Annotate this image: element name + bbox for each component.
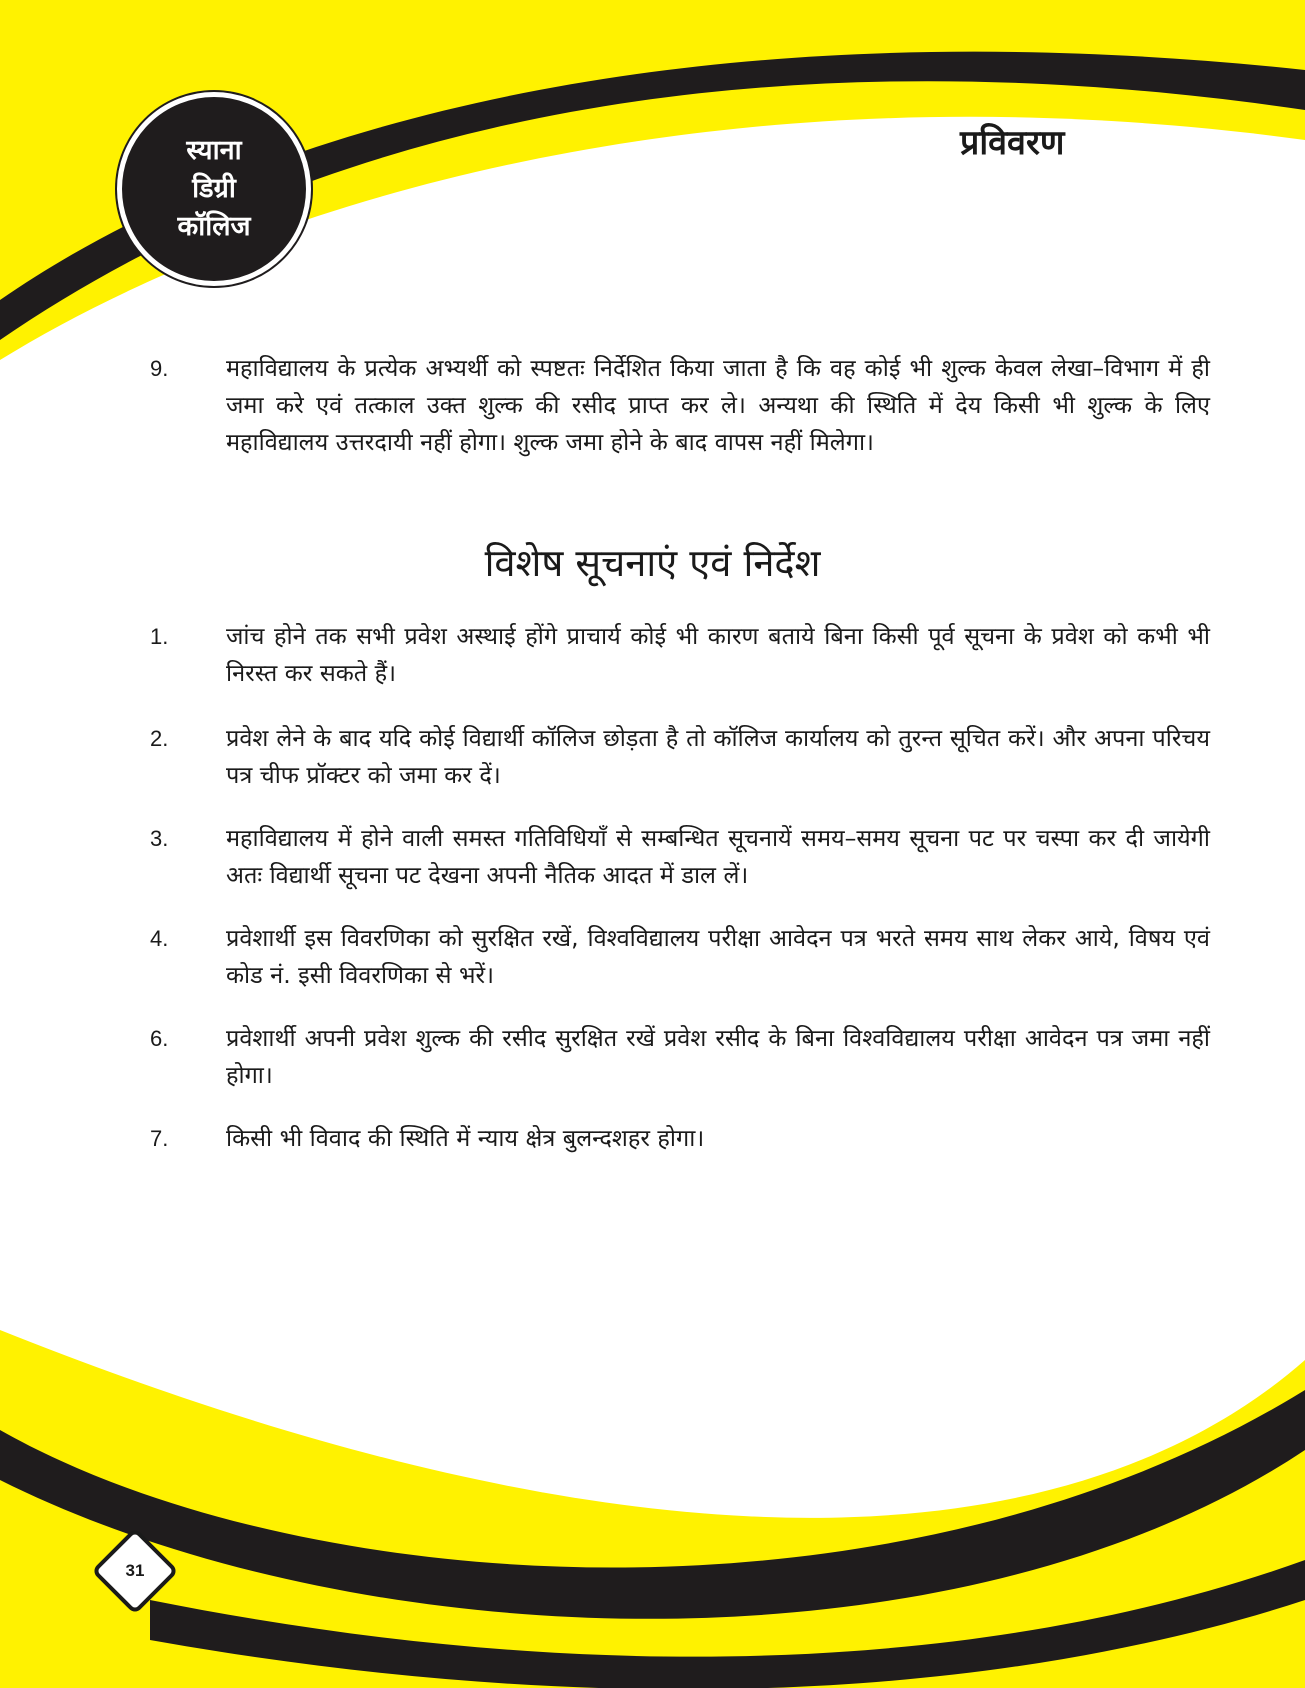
item-text: जांच होने तक सभी प्रवेश अस्थाई होंगे प्राचार्य कोई भी कारण बताये बिना किसी पूर्व सूचना के प्रवेश को कभी भी निरस्त कर सकते हैं। xyxy=(226,622,1210,687)
list-item xyxy=(150,720,1210,794)
item-text: महाविद्यालय में होने वाली समस्त गतिविधियाँ से सम्बन्धित सूचनायें समय–समय सूचना पट पर चस्पा कर दी जायेगी अतः विद्यार्थी सूचना पट देखना अपनी नैतिक आदत में डाल लें। xyxy=(226,824,1210,889)
item-number: 9. xyxy=(150,356,169,381)
item-number: 2. xyxy=(150,726,169,751)
badge-line-1: स्याना xyxy=(186,135,242,166)
item-text: महाविद्यालय के प्रत्येक अभ्यर्थी को स्पष्टतः निर्देशित किया जाता है कि वह कोई भी शुल्क केवल लेखा–विभाग में ही जमा करे एवं तत्काल उक्त शुल्क की रसीद प्राप्त कर ले। अन्यथा की स्थिति में देय किसी भी शुल्क के लिए महाविद्यालय उत्तरदायी नहीं होगा। शुल्क जमा होने के बाद वापस नहीं मिलेगा। xyxy=(226,354,1210,456)
item-text: प्रवेशार्थी अपनी प्रवेश शुल्क की रसीद सुरक्षित रखें प्रवेश रसीद के बिना विश्वविद्यालय परीक्षा आवेदन पत्र जमा नहीं होगा। xyxy=(226,1024,1210,1089)
item-number: 7. xyxy=(150,1126,169,1151)
list-item xyxy=(150,820,1210,894)
list-item xyxy=(150,618,1210,692)
item-text: प्रवेश लेने के बाद यदि कोई विद्यार्थी कॉलिज छोड़ता है तो कॉलिज कार्यालय को तुरन्त सूचित करें। और अपना परिचय पत्र चीफ प्रॉक्टर को जमा कर दें। xyxy=(226,724,1210,789)
badge-line-2: डिग्री xyxy=(192,173,236,204)
college-logo-badge xyxy=(117,92,311,286)
item-number: 4. xyxy=(150,926,169,951)
item-text: प्रवेशार्थी इस विवरणिका को सुरक्षित रखें, विश्वविद्यालय परीक्षा आवेदन पत्र भरते समय साथ लेकर आये, विषय एवं कोड नं. इसी विवरणिका से भरें। xyxy=(226,924,1210,989)
list-item xyxy=(150,920,1210,994)
list-item xyxy=(150,1020,1210,1094)
list-item-intro xyxy=(150,350,1210,461)
list-item xyxy=(150,1120,1210,1157)
page-number: 31 xyxy=(125,1561,145,1580)
item-text: किसी भी विवाद की स्थिति में न्याय क्षेत्र बुलन्दशहर होगा। xyxy=(226,1124,705,1152)
item-number: 1. xyxy=(150,624,169,649)
badge-line-3: कॉलिज xyxy=(177,211,251,242)
item-number: 3. xyxy=(150,826,169,851)
page-title: प्रविवरण xyxy=(960,123,1065,163)
item-number: 6. xyxy=(150,1026,169,1051)
section-heading: विशेष सूचनाएं एवं निर्देश xyxy=(484,541,821,585)
